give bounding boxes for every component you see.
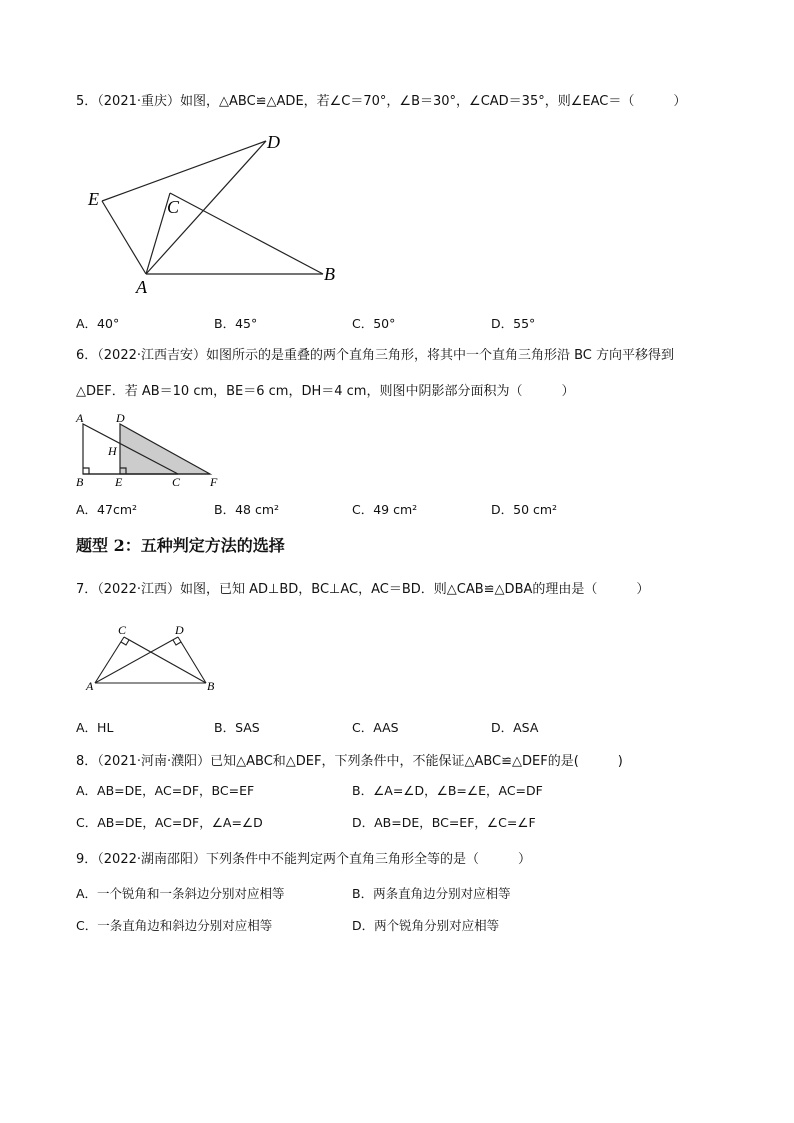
- label-C: C: [118, 623, 127, 637]
- q5-option-b: B．45°: [214, 316, 258, 331]
- question-8-stem: 8．（2021·河南·濮阳）已知△ABC和△DEF，下列条件中，不能保证△ABC≌△DEF的是( ): [76, 754, 623, 769]
- q5-option-c: C．50°: [352, 316, 396, 331]
- label-B: B: [324, 264, 335, 284]
- question-6-stem-line1: 6．（2022·江西吉安）如图所示的是重叠的两个直角三角形，将其中一个直角三角形沿 BC 方向平移得到: [76, 348, 675, 363]
- question-6-stem-line2: △DEF．若 AB＝10 cm，BE＝6 cm，DH＝4 cm，则图中阴影部分面积为（ ）: [76, 384, 575, 399]
- q8-option-d: D．AB=DE，BC=EF，∠C=∠F: [352, 815, 536, 830]
- label-D: D: [116, 411, 125, 425]
- label-B: B: [207, 679, 215, 693]
- figure-q7: [86, 620, 226, 695]
- q6-option-d: D．50 cm²: [491, 502, 558, 517]
- label-C: C: [167, 197, 180, 217]
- question-7-stem: 7．（2022·江西）如图，已知 AD⊥BD，BC⊥AC，AC＝BD．则△CAB≌△DBA的理由是（ ）: [76, 582, 650, 597]
- figure-q5: [80, 128, 340, 300]
- section-heading: 题型 2：五种判定方法的选择: [76, 536, 285, 555]
- label-A: A: [86, 679, 94, 693]
- segment-CB: [170, 193, 323, 274]
- label-E: E: [88, 189, 99, 209]
- q8-option-c: C．AB=DE，AC=DF，∠A=∠D: [76, 815, 263, 830]
- segment-ED: [102, 141, 266, 201]
- q5-option-d: D．55°: [491, 316, 536, 331]
- q7-option-b: B．SAS: [214, 720, 260, 735]
- label-A: A: [136, 277, 147, 297]
- q8-option-b: B．∠A=∠D，∠B=∠E，AC=DF: [352, 783, 543, 798]
- q7-option-a: A．HL: [76, 720, 114, 735]
- q9-option-a: A．一个锐角和一条斜边分别对应相等: [76, 886, 285, 901]
- q7-option-d: D．ASA: [491, 720, 539, 735]
- label-B: B: [76, 475, 84, 489]
- q6-option-c: C．49 cm²: [352, 502, 418, 517]
- label-A: A: [76, 411, 84, 425]
- segment-AD: [146, 141, 266, 274]
- label-D: D: [175, 623, 184, 637]
- label-F: F: [210, 475, 218, 489]
- q9-option-b: B．两条直角边分别对应相等: [352, 886, 511, 901]
- segment-AC: [95, 637, 124, 683]
- segment-DB: [178, 637, 206, 683]
- segment-AE: [102, 201, 146, 274]
- q6-option-b: B．48 cm²: [214, 502, 280, 517]
- q9-option-d: D．两个锐角分别对应相等: [352, 918, 500, 933]
- q6-option-a: A．47cm²: [76, 502, 138, 517]
- q7-option-c: C．AAS: [352, 720, 399, 735]
- figure-q6: [74, 410, 224, 490]
- label-C: C: [172, 475, 181, 489]
- q9-option-c: C．一条直角边和斜边分别对应相等: [76, 918, 273, 933]
- question-5-stem: 5．（2021·重庆）如图，△ABC≌△ADE，若∠C＝70°，∠B＝30°，∠CAD＝35°，则∠EAC＝（ ）: [76, 94, 687, 109]
- q5-option-a: A．40°: [76, 316, 120, 331]
- label-D: D: [267, 132, 280, 152]
- label-H: H: [108, 444, 117, 458]
- question-9-stem: 9．（2022·湖南邵阳）下列条件中不能判定两个直角三角形全等的是（ ）: [76, 852, 531, 867]
- q8-option-a: A．AB=DE，AC=DF，BC=EF: [76, 783, 255, 798]
- label-E: E: [115, 475, 123, 489]
- right-angle-B: [83, 468, 89, 474]
